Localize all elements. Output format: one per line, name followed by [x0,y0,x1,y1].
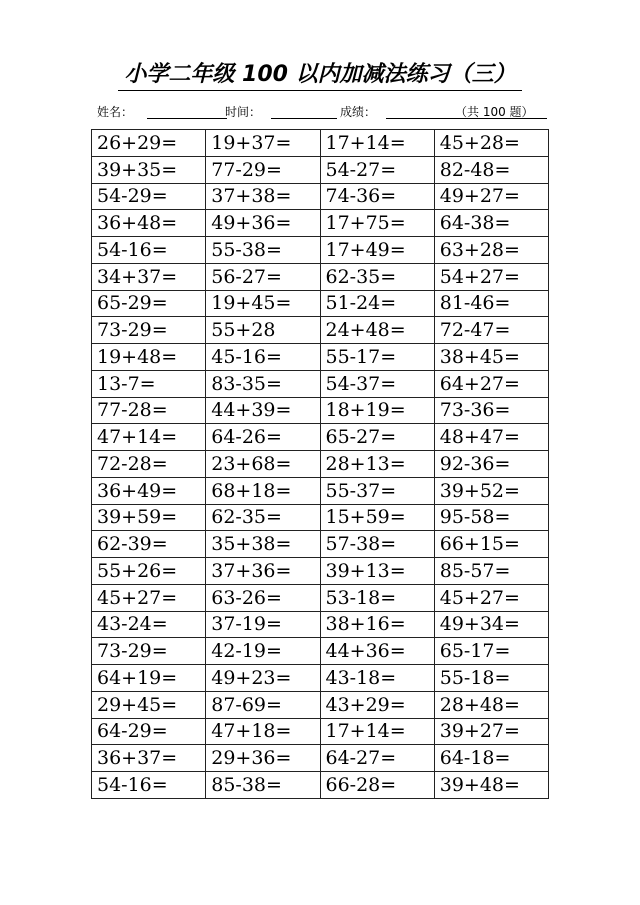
problem-cell: 29+45= [92,691,206,718]
problem-cell: 54-16= [92,772,206,799]
problem-grid [91,129,549,799]
problem-row [92,290,549,317]
problem-cell: 49+34= [434,611,548,638]
score-label: 成绩： [340,105,377,119]
problem-cell: 45+27= [434,584,548,611]
problem-row [92,772,549,799]
problem-cell: 28+48= [434,691,548,718]
student-info-line [97,103,547,121]
problem-row [92,183,549,210]
problem-cell: 26+29= [92,130,206,157]
problem-cell: 62-39= [92,531,206,558]
problem-cell: 64-18= [434,745,548,772]
problem-cell: 17+14= [320,718,434,745]
problem-cell: 66-28= [320,772,434,799]
problem-cell: 54-37= [320,370,434,397]
problem-cell: 65-27= [320,424,434,451]
problem-cell: 73-29= [92,317,206,344]
problem-row [92,130,549,157]
problem-cell: 17+49= [320,237,434,264]
problem-cell: 43-24= [92,611,206,638]
problem-cell: 65-17= [434,638,548,665]
problem-cell: 45-16= [206,344,320,371]
problem-row [92,638,549,665]
problem-cell: 55-38= [206,237,320,264]
problem-cell: 55+26= [92,558,206,585]
problem-cell: 64-27= [320,745,434,772]
problem-row [92,237,549,264]
problem-row [92,397,549,424]
problem-cell: 66+15= [434,531,548,558]
problem-cell: 39+48= [434,772,548,799]
problem-row [92,611,549,638]
problem-row [92,210,549,237]
problem-cell: 55-37= [320,477,434,504]
problem-cell: 45+27= [92,584,206,611]
problem-cell: 63+28= [434,237,548,264]
problem-cell: 49+27= [434,183,548,210]
problem-cell: 23+68= [206,451,320,478]
problem-cell: 73-29= [92,638,206,665]
problem-cell: 62-35= [320,263,434,290]
problem-cell: 85-38= [206,772,320,799]
problem-cell: 43+29= [320,691,434,718]
problem-row [92,344,549,371]
problem-cell: 18+19= [320,397,434,424]
problem-cell: 73-36= [434,397,548,424]
problem-cell: 19+48= [92,344,206,371]
problem-row [92,263,549,290]
problem-cell: 55-17= [320,344,434,371]
problem-cell: 65-29= [92,290,206,317]
problem-cell: 95-58= [434,504,548,531]
problem-row [92,156,549,183]
score-blank [386,118,456,119]
problem-cell: 39+13= [320,558,434,585]
problem-cell: 55-18= [434,665,548,692]
problem-cell: 62-35= [206,504,320,531]
problem-cell: 54+27= [434,263,548,290]
problem-cell: 17+75= [320,210,434,237]
problem-cell: 44+36= [320,638,434,665]
problem-cell: 34+37= [92,263,206,290]
problem-cell: 36+37= [92,745,206,772]
problem-cell: 64-26= [206,424,320,451]
problem-cell: 64-29= [92,718,206,745]
name-label: 姓名： [97,105,134,119]
problem-cell: 42-19= [206,638,320,665]
problem-cell: 47+18= [206,718,320,745]
problem-row [92,665,549,692]
problem-cell: 64+19= [92,665,206,692]
problem-cell: 49+23= [206,665,320,692]
problem-cell: 37+38= [206,183,320,210]
problem-row [92,531,549,558]
problem-cell: 29+36= [206,745,320,772]
worksheet-title: 小学二年级 100 以内加减法练习（三） [124,62,516,87]
problem-cell: 51-24= [320,290,434,317]
problem-row [92,424,549,451]
total-count-note: （共 100 题） [455,105,534,119]
problem-cell: 54-16= [92,237,206,264]
problem-row [92,558,549,585]
problem-row [92,317,549,344]
problem-cell: 48+47= [434,424,548,451]
problem-cell: 53-18= [320,584,434,611]
problem-cell: 43-18= [320,665,434,692]
problem-cell: 19+45= [206,290,320,317]
problem-cell: 85-57= [434,558,548,585]
problem-cell: 72-47= [434,317,548,344]
problem-grid-body [92,130,549,799]
problem-cell: 68+18= [206,477,320,504]
problem-cell: 77-29= [206,156,320,183]
problem-row [92,477,549,504]
problem-cell: 57-38= [320,531,434,558]
time-blank [271,118,337,119]
problem-cell: 47+14= [92,424,206,451]
problem-cell: 36+48= [92,210,206,237]
problem-cell: 13-7= [92,370,206,397]
problem-cell: 55+28 [206,317,320,344]
problem-cell: 64+27= [434,370,548,397]
problem-cell: 19+37= [206,130,320,157]
problem-row [92,504,549,531]
problem-row [92,370,549,397]
problem-cell: 64-38= [434,210,548,237]
problem-cell: 87-69= [206,691,320,718]
problem-row [92,691,549,718]
problem-cell: 28+13= [320,451,434,478]
problem-cell: 39+59= [92,504,206,531]
problem-cell: 72-28= [92,451,206,478]
problem-cell: 63-26= [206,584,320,611]
problem-cell: 92-36= [434,451,548,478]
time-label: 时间： [225,105,262,119]
problem-cell: 39+52= [434,477,548,504]
problem-cell: 37-19= [206,611,320,638]
problem-cell: 38+16= [320,611,434,638]
problem-cell: 82-48= [434,156,548,183]
problem-cell: 54-27= [320,156,434,183]
title-underline [118,90,522,91]
problem-cell: 39+35= [92,156,206,183]
problem-cell: 81-46= [434,290,548,317]
problem-cell: 54-29= [92,183,206,210]
problem-row [92,718,549,745]
problem-cell: 17+14= [320,130,434,157]
problem-row [92,745,549,772]
problem-cell: 83-35= [206,370,320,397]
problem-cell: 36+49= [92,477,206,504]
problem-cell: 45+28= [434,130,548,157]
problem-cell: 74-36= [320,183,434,210]
problem-cell: 38+45= [434,344,548,371]
total-note-underline [455,118,547,119]
problem-row [92,451,549,478]
problem-cell: 56-27= [206,263,320,290]
problem-cell: 37+36= [206,558,320,585]
problem-cell: 44+39= [206,397,320,424]
problem-row [92,584,549,611]
problem-cell: 49+36= [206,210,320,237]
problem-cell: 77-28= [92,397,206,424]
problem-cell: 35+38= [206,531,320,558]
problem-cell: 24+48= [320,317,434,344]
problem-cell: 15+59= [320,504,434,531]
name-blank [147,118,227,119]
problem-cell: 39+27= [434,718,548,745]
